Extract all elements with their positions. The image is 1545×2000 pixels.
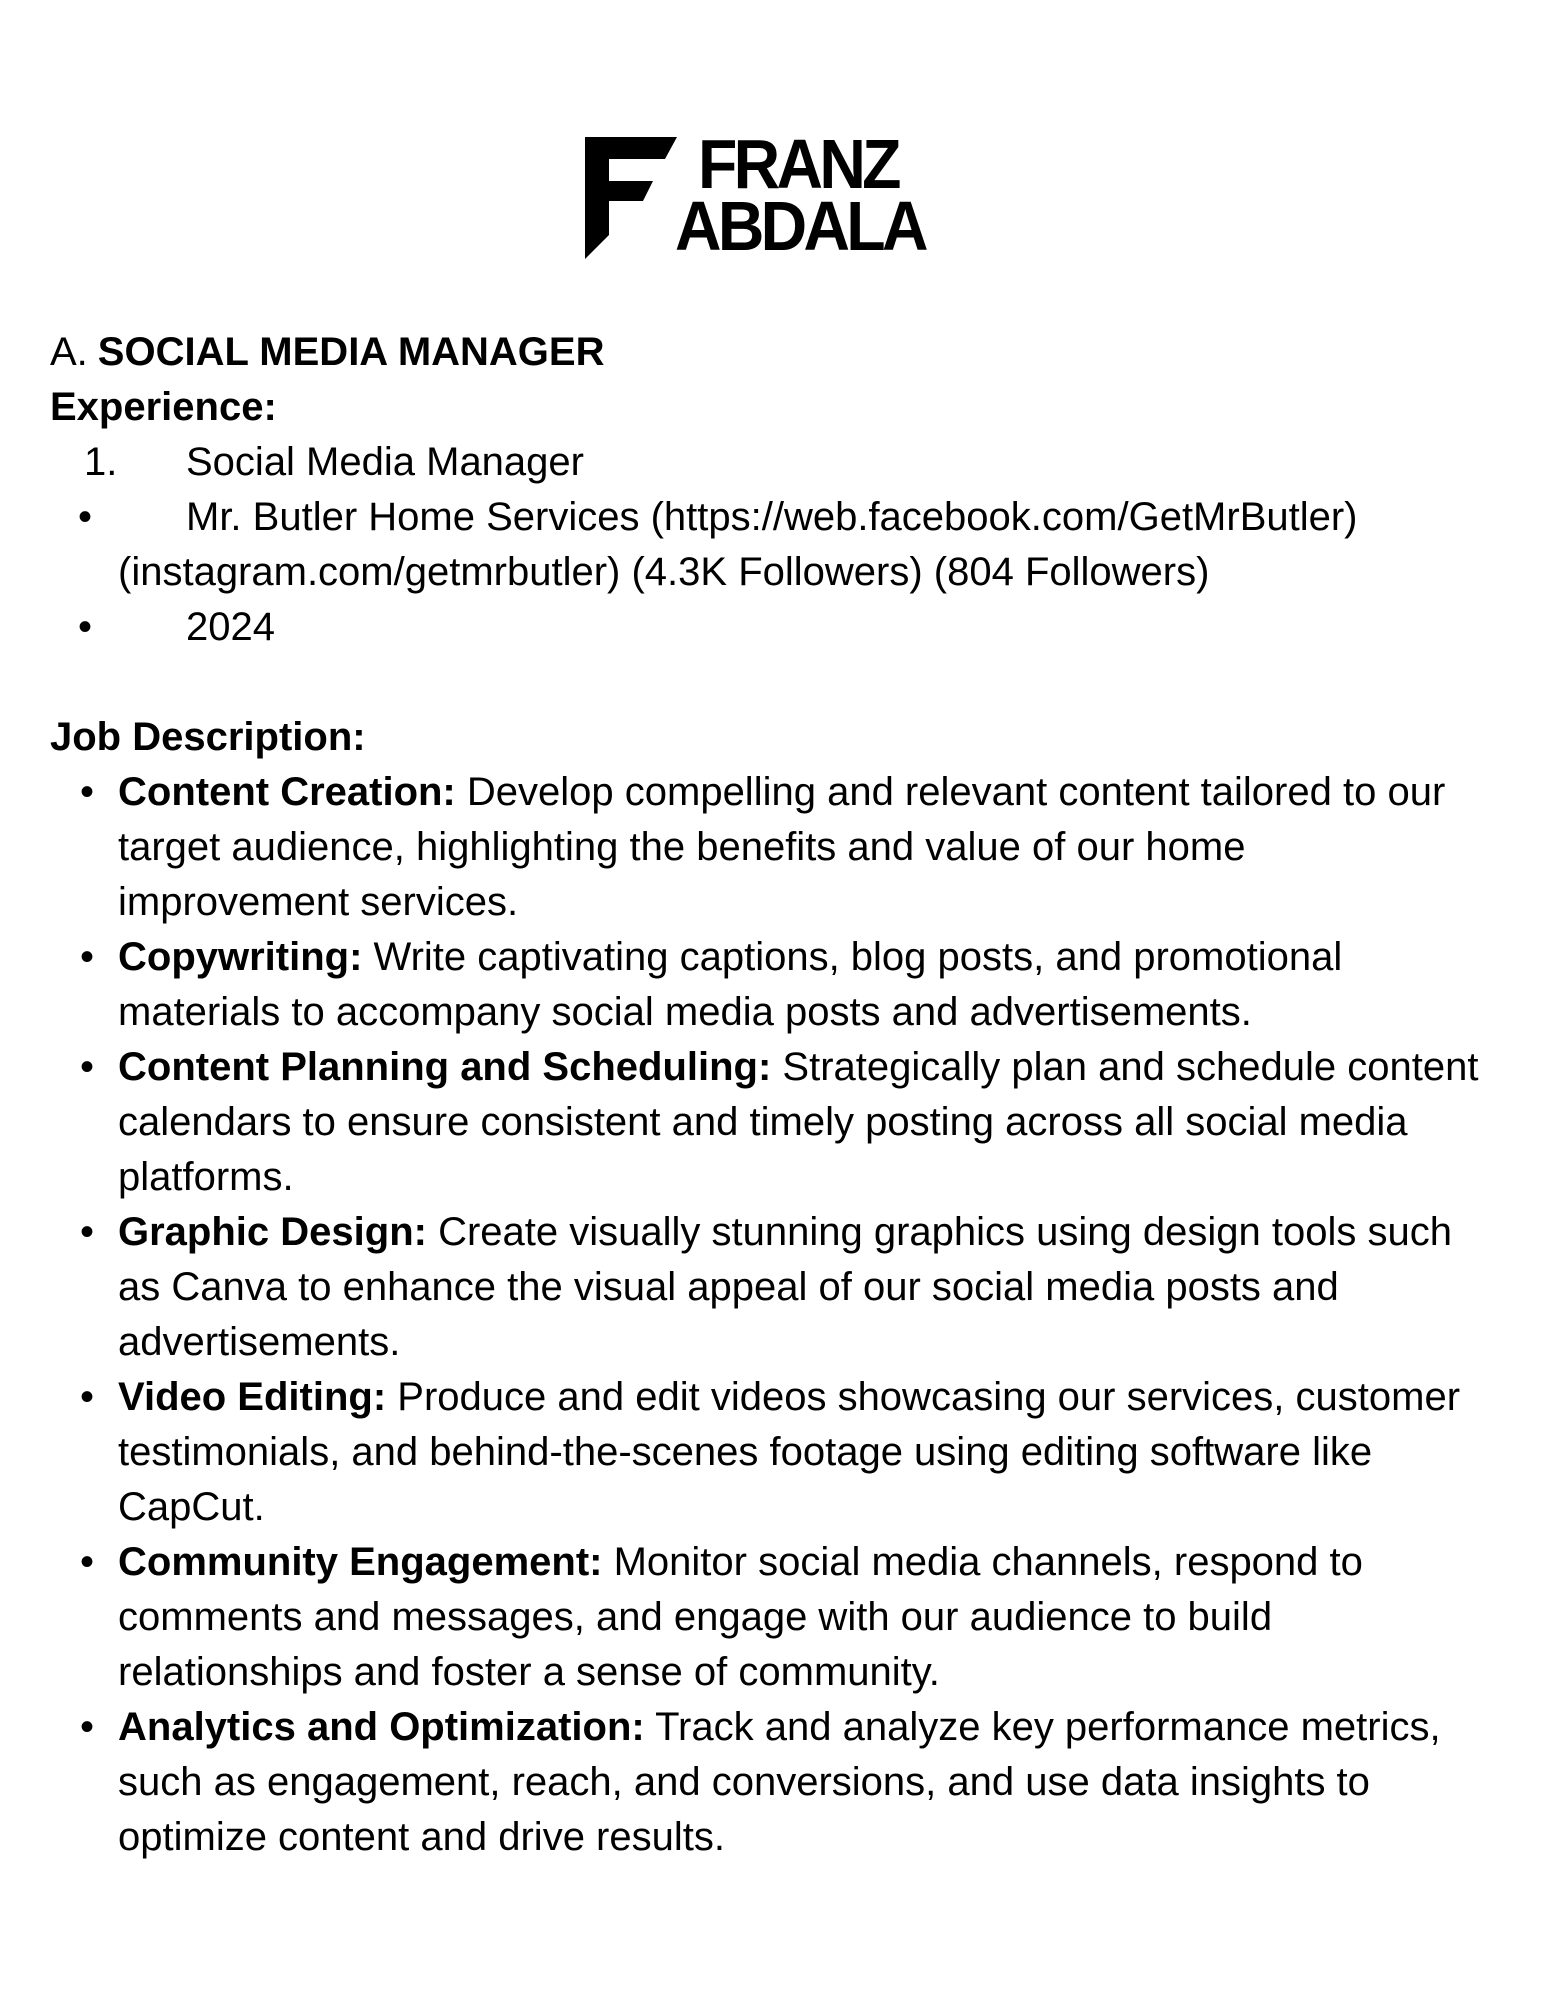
experience-item [50, 435, 1500, 490]
list-item [80, 1205, 1500, 1370]
bullet-icon: • [80, 1375, 95, 1419]
experience-item-text: Mr. Butler Home Services (https://web.facebook.com/GetMrButler) [186, 495, 1358, 539]
list-item [80, 930, 1500, 1040]
list-item [80, 1700, 1500, 1865]
item-text: Track and analyze key performance metrics, such as engagement, reach, and conversions, and use data insights to optimize content and drive results. [118, 1705, 1441, 1859]
f-logo-mark-icon [585, 137, 677, 259]
section-heading [50, 325, 1500, 380]
experience-list [50, 435, 1500, 655]
list-bullet: • [78, 495, 93, 539]
item-term: Analytics and Optimization: [118, 1705, 645, 1749]
experience-item [50, 490, 1500, 600]
experience-label: Experience: [50, 385, 277, 429]
job-description-list [50, 765, 1500, 1865]
bullet-icon: • [80, 1540, 95, 1584]
list-item [80, 1370, 1500, 1535]
bullet-icon: • [80, 1705, 95, 1749]
section-title: SOCIAL MEDIA MANAGER [97, 330, 605, 374]
list-item [80, 1535, 1500, 1700]
item-term: Content Planning and Scheduling: [118, 1045, 772, 1089]
list-number: 1. [84, 440, 118, 484]
list-item [80, 765, 1500, 930]
document-content [50, 325, 1500, 1865]
experience-item-continuation: (instagram.com/getmrbutler) (4.3K Followers) (804 Followers) [118, 550, 1210, 594]
item-term: Copywriting: [118, 935, 363, 979]
item-text: Strategically plan and schedule content calendars to ensure consistent and timely posting across all social media platforms. [118, 1045, 1479, 1199]
logo-word-abdala: ABDALA [675, 187, 925, 265]
item-term: Graphic Design: [118, 1210, 427, 1254]
experience-item [50, 600, 1500, 655]
section-letter: A. [50, 330, 88, 374]
item-term: Video Editing: [118, 1375, 387, 1419]
logo-word-franz: FRANZ [698, 125, 898, 203]
item-term: Community Engagement: [118, 1540, 603, 1584]
experience-item-text: Social Media Manager [186, 440, 584, 484]
spacer [50, 655, 1500, 710]
bullet-icon: • [80, 1210, 95, 1254]
item-term: Content Creation: [118, 770, 456, 814]
job-description-label: Job Description: [50, 715, 366, 759]
list-bullet: • [78, 605, 93, 649]
item-text: Produce and edit videos showcasing our services, customer testimonials, and behind-the-scenes footage using editing software like CapCut. [118, 1375, 1461, 1529]
item-text: Write captivating captions, blog posts, and promotional materials to accompany social media posts and advertisements. [118, 935, 1343, 1034]
item-text: Monitor social media channels, respond to comments and messages, and engage with our audience to build relationships and foster a sense of community. [118, 1540, 1363, 1694]
bullet-icon: • [80, 770, 95, 814]
experience-item-text: 2024 [186, 605, 275, 649]
list-item [80, 1040, 1500, 1205]
item-text: Develop compelling and relevant content tailored to our target audience, highlighting the benefits and value of our home improvement services. [118, 770, 1446, 924]
bullet-icon: • [80, 935, 95, 979]
item-text: Create visually stunning graphics using design tools such as Canva to enhance the visual appeal of our social media posts and advertisements. [118, 1210, 1452, 1364]
bullet-icon: • [80, 1045, 95, 1089]
franz-abdala-logo [585, 125, 985, 265]
